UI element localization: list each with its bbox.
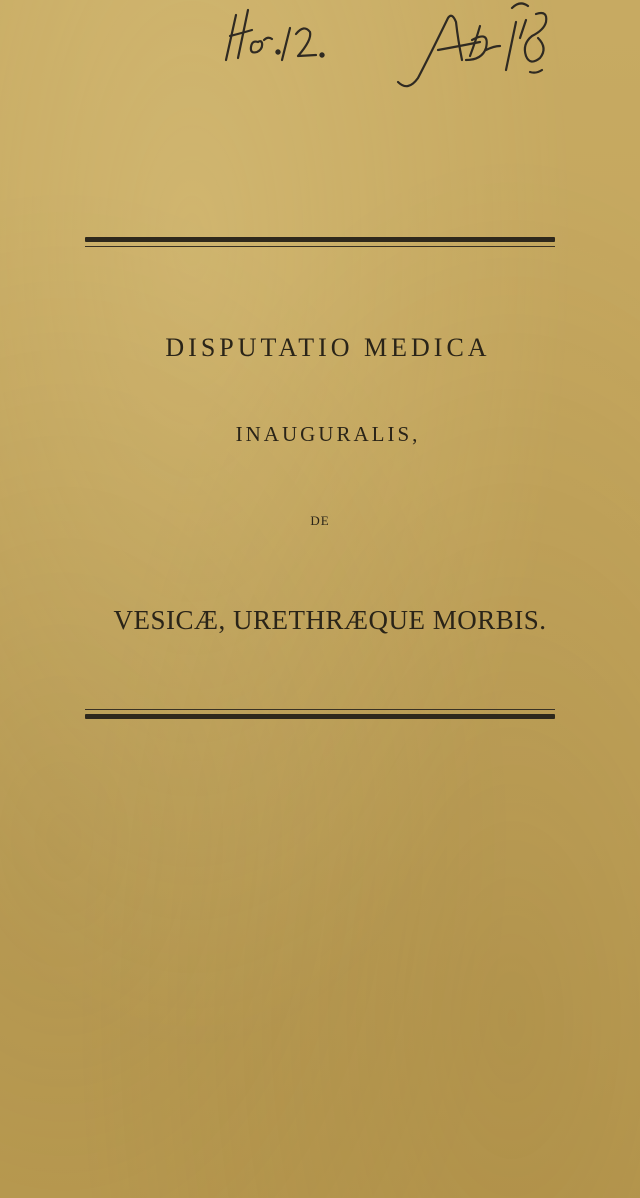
title-subject: VESICÆ, URETHRÆQUE MORBIS. <box>113 605 547 635</box>
handwritten-inscription <box>0 0 640 110</box>
title-de: DE <box>310 513 330 528</box>
bottom-double-rule <box>85 709 555 719</box>
title-main: DISPUTATIO MEDICA <box>165 333 491 362</box>
top-double-rule <box>85 237 555 247</box>
title-sub: INAUGURALIS, <box>235 422 421 446</box>
